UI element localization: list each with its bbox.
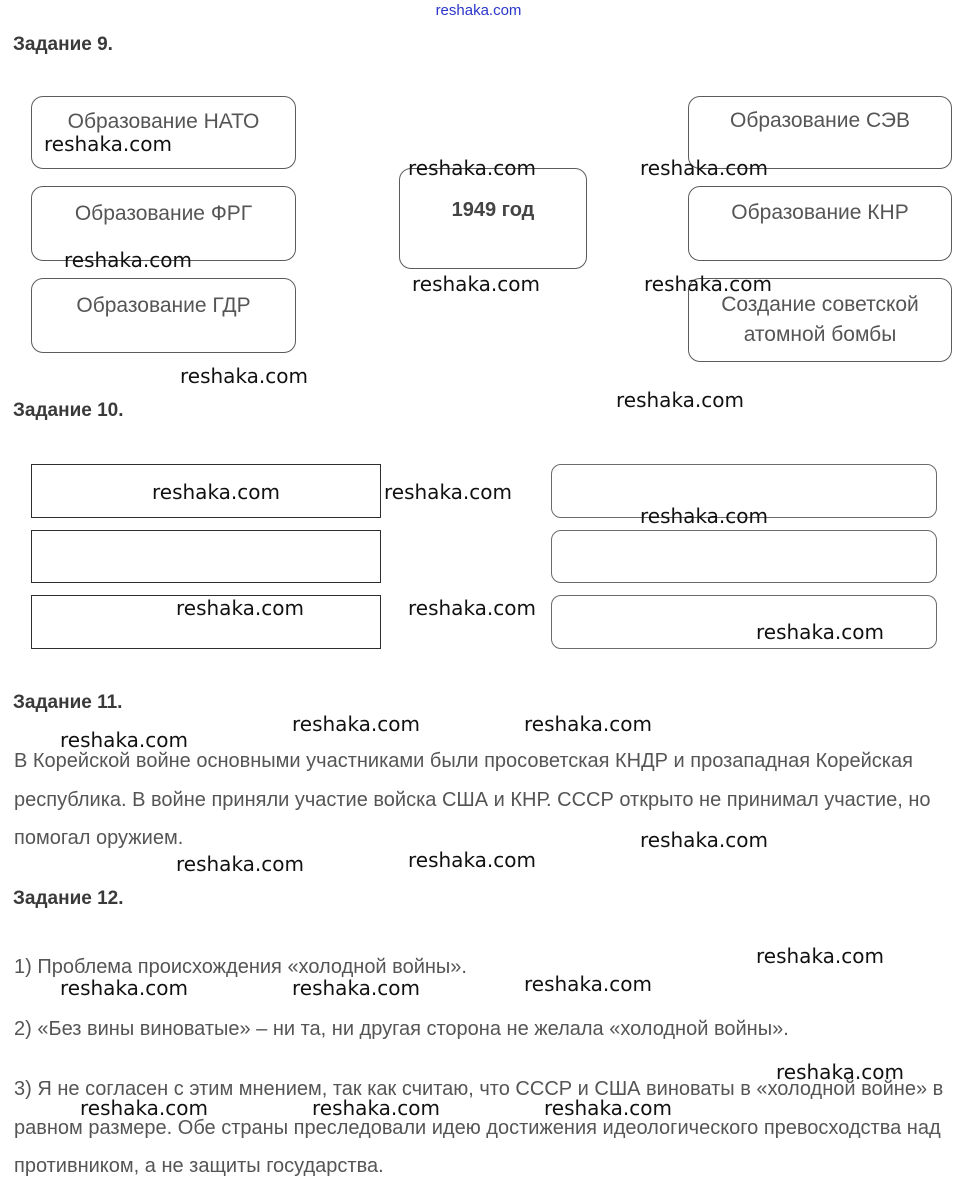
watermark: reshaka.com — [292, 976, 420, 1000]
watermark: reshaka.com — [60, 728, 188, 752]
watermark: reshaka.com — [640, 828, 768, 852]
box-nato-label: Образование НАТО — [67, 110, 260, 133]
watermark: reshaka.com — [60, 976, 188, 1000]
box-gdr — [31, 278, 296, 353]
watermark: reshaka.com — [524, 712, 652, 736]
watermark: reshaka.com — [152, 480, 280, 504]
watermark: reshaka.com — [176, 596, 304, 620]
watermark: reshaka.com — [640, 156, 768, 180]
box-year-label: 1949 год — [451, 199, 535, 221]
box-knr-label: Образование КНР — [731, 201, 909, 224]
box-frg-label: Образование ФРГ — [74, 202, 253, 225]
box-gdr-label: Образование ГДР — [76, 294, 251, 317]
watermark: reshaka.com — [776, 1060, 904, 1084]
box-sev-label: Образование СЭВ — [729, 109, 911, 132]
site-link[interactable]: reshaka.com — [435, 2, 522, 19]
watermark: reshaka.com — [408, 596, 536, 620]
task-11-heading: Задание 11. — [13, 692, 123, 713]
watermark: reshaka.com — [524, 972, 652, 996]
watermark: reshaka.com — [384, 480, 512, 504]
task-10-heading: Задание 10. — [13, 400, 124, 421]
box-knr — [688, 186, 952, 261]
watermark: reshaka.com — [44, 132, 172, 156]
watermark: reshaka.com — [616, 388, 744, 412]
task-9-heading: Задание 9. — [13, 34, 113, 55]
watermark: reshaka.com — [408, 156, 536, 180]
watermark: reshaka.com — [412, 272, 540, 296]
watermark: reshaka.com — [640, 504, 768, 528]
task-12-item-3: 3) Я не согласен с этим мнением, так как считаю, что СССР и США виноваты в «холодной войне» в равном размере. Обе страны преследовали идею достижения идеологического превосходства над противником, а не защиты государства. — [14, 1078, 944, 1177]
watermark: reshaka.com — [80, 1096, 208, 1120]
watermark: reshaka.com — [408, 848, 536, 872]
watermark: reshaka.com — [756, 944, 884, 968]
answer-box-right-2 — [551, 530, 937, 583]
task-12-item-1: 1) Проблема происхождения «холодной войны». — [14, 956, 467, 978]
watermark: reshaka.com — [176, 852, 304, 876]
watermark: reshaka.com — [544, 1096, 672, 1120]
box-atomic-label-line1: Создание советской — [721, 293, 919, 316]
watermark: reshaka.com — [644, 272, 772, 296]
watermark: reshaka.com — [180, 364, 308, 388]
answer-box-left-2 — [31, 530, 381, 583]
watermark: reshaka.com — [64, 248, 192, 272]
task-12-item-2: 2) «Без вины виноватые» – ни та, ни другая сторона не желала «холодной войны». — [14, 1018, 789, 1040]
task-11-text: В Корейской войне основными участниками были просоветская КНДР и прозападная Корейская республика. В войне приняли участие войска США и КНР. СССР открыто не принимал участие, но помогал оружием. — [14, 750, 931, 849]
watermark: reshaka.com — [756, 620, 884, 644]
watermark: reshaka.com — [292, 712, 420, 736]
box-year-1949 — [399, 168, 587, 269]
box-atomic-label-line2: атомной бомбы — [743, 323, 897, 346]
watermark: reshaka.com — [312, 1096, 440, 1120]
task-12-heading: Задание 12. — [13, 888, 124, 909]
